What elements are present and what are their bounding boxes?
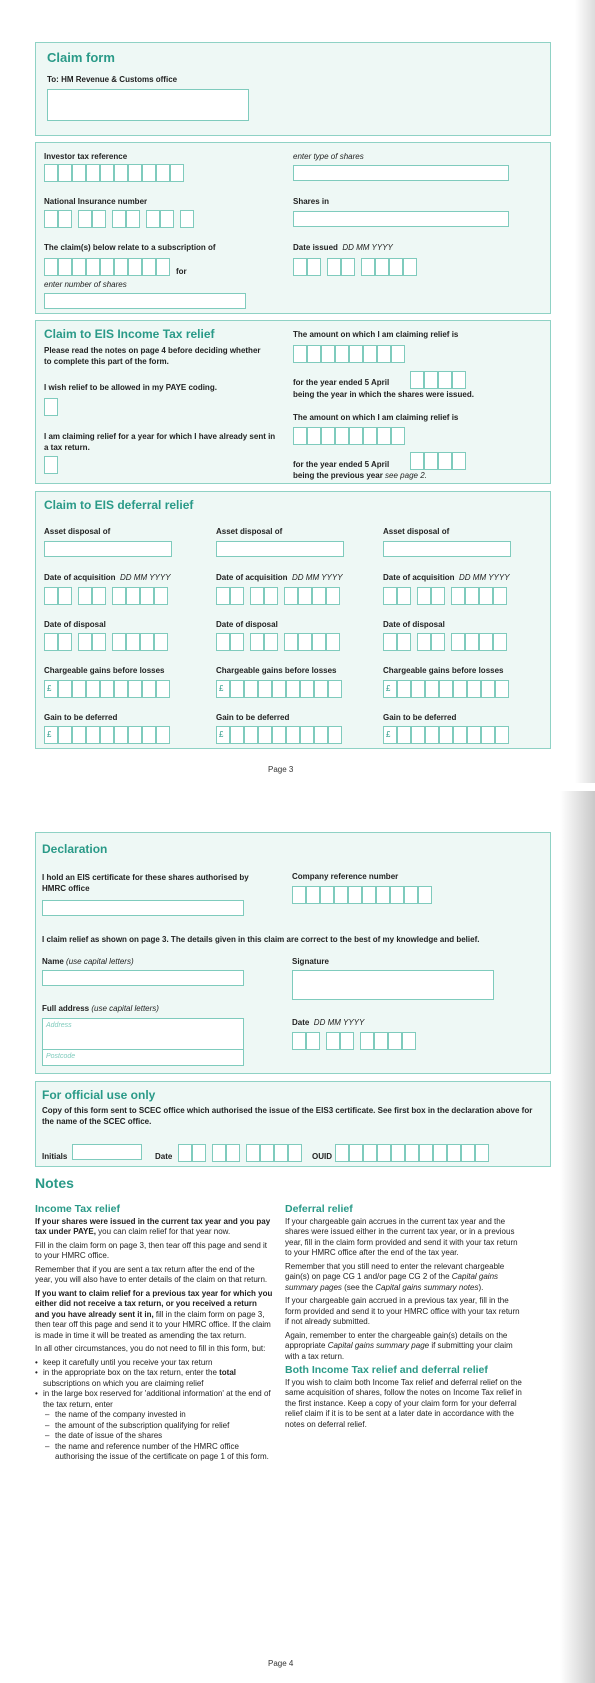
chargeable-gains-box[interactable] [244, 680, 258, 698]
chargeable-gains-box[interactable] [128, 680, 142, 698]
disposal-date-box[interactable] [126, 633, 140, 651]
amount-box-2[interactable] [363, 427, 377, 445]
year-box-2[interactable] [410, 452, 424, 470]
disposal-date-box[interactable] [479, 633, 493, 651]
official-date-box[interactable] [246, 1144, 260, 1162]
eis-deferral-title: Claim to EIS deferral relief [44, 498, 194, 512]
gain-deferred-box[interactable] [114, 726, 128, 744]
chargeable-gains-box[interactable] [100, 680, 114, 698]
asset-disposal-label: Asset disposal of [44, 527, 111, 536]
notes-r5: If you wish to claim both Income Tax relief and deferral relief on the same acquisition of shares, follow the notes on Income Tax relief in the first instance. Keep a copy of your claim form for your deferral relief claim if it is to be sent at a later date in accordance with the notes on deferral relief. [285, 1377, 522, 1429]
deferred-currency: £ [47, 730, 52, 739]
disposal-date-box[interactable] [312, 633, 326, 651]
date-issued-box[interactable] [293, 258, 307, 276]
chargeable-gains-box[interactable] [114, 680, 128, 698]
paye-label: I wish relief to be allowed in my PAYE coding. [44, 383, 217, 392]
investor-ref-box[interactable] [86, 164, 100, 182]
acquisition-date-box[interactable] [417, 587, 431, 605]
ouid-box[interactable] [433, 1144, 447, 1162]
chargeable-gains-box[interactable] [467, 680, 481, 698]
company-ref-label: Company reference number [292, 872, 399, 881]
chargeable-gains-box[interactable] [142, 680, 156, 698]
acquisition-date-box[interactable] [383, 587, 397, 605]
acquisition-date-box[interactable] [479, 587, 493, 605]
gain-deferred-box[interactable] [272, 726, 286, 744]
declaration-date-box[interactable] [402, 1032, 416, 1050]
chargeable-gains-box[interactable] [258, 680, 272, 698]
disposal-date-box[interactable] [451, 633, 465, 651]
ni-box[interactable] [58, 210, 72, 228]
eis-deferral-panel [35, 491, 551, 749]
deferred-currency: £ [219, 730, 224, 739]
company-ref-box[interactable] [418, 886, 432, 904]
enter-number-label: enter number of shares [44, 280, 127, 289]
gain-deferred-box[interactable] [467, 726, 481, 744]
disposal-date-box[interactable] [493, 633, 507, 651]
company-ref-box[interactable] [390, 886, 404, 904]
ouid-box[interactable] [405, 1144, 419, 1162]
year-ended-label-2: for the year ended 5 April [293, 460, 390, 469]
acquisition-date-box[interactable] [112, 587, 126, 605]
acquisition-date-box[interactable] [326, 587, 340, 605]
shares-in-field[interactable] [293, 211, 509, 227]
page-number-3: Page 3 [268, 765, 294, 774]
chargeable-gains-label: Chargeable gains before losses [216, 666, 337, 675]
ouid-box[interactable] [419, 1144, 433, 1162]
declaration-date-box[interactable] [360, 1032, 374, 1050]
notes-p1: If your shares were issued in the current tax year and you pay tax under PAYE, you can claim relief for that year now. [35, 1216, 271, 1236]
date-acquisition-label: Date of acquisition DD MM YYYY [383, 573, 510, 582]
investor-ref-box[interactable] [170, 164, 184, 182]
amount-box[interactable] [307, 345, 321, 363]
dash-4: – the name and reference number of the HMRC office authorising the issue of the certificate on page 1 of this form. [35, 1442, 273, 1463]
gain-deferred-box[interactable] [86, 726, 100, 744]
asset-disposal-field[interactable] [216, 541, 344, 557]
disposal-date-box[interactable] [140, 633, 154, 651]
signature-label: Signature [292, 957, 329, 966]
deferral-relief-title: Deferral relief [285, 1203, 353, 1215]
company-ref-box[interactable] [376, 886, 390, 904]
investor-ref-box[interactable] [44, 164, 58, 182]
gain-deferred-box[interactable] [156, 726, 170, 744]
gain-deferred-label: Gain to be deferred [383, 713, 457, 722]
amount-box[interactable] [391, 345, 405, 363]
decl-date-label: Date DD MM YYYY [292, 1018, 365, 1027]
gain-deferred-box[interactable] [411, 726, 425, 744]
subscription-box[interactable] [58, 258, 72, 276]
year-box[interactable] [438, 371, 452, 389]
bullet-1: • keep it carefully until you receive your tax return [35, 1358, 273, 1369]
gain-deferred-box[interactable] [425, 726, 439, 744]
acquisition-date-box[interactable] [250, 587, 264, 605]
eis-income-intro: Please read the notes on page 4 before deciding whether to complete this part of the form. [44, 346, 261, 366]
official-date-box[interactable] [192, 1144, 206, 1162]
investor-ref-box[interactable] [72, 164, 86, 182]
ouid-box[interactable] [335, 1144, 349, 1162]
chargeable-gains-box[interactable] [58, 680, 72, 698]
to-hmrc-label: To: HM Revenue & Customs office [47, 75, 178, 84]
hmrc-office-cert-field[interactable] [42, 900, 244, 916]
subscription-box[interactable] [100, 258, 114, 276]
company-ref-box[interactable] [348, 886, 362, 904]
acquisition-date-box[interactable] [92, 587, 106, 605]
gain-deferred-box[interactable] [100, 726, 114, 744]
chargeable-gains-label: Chargeable gains before losses [44, 666, 165, 675]
disposal-date-box[interactable] [58, 633, 72, 651]
type-of-shares-field[interactable] [293, 165, 509, 181]
number-of-shares-field[interactable] [44, 293, 246, 309]
acquisition-date-box[interactable] [216, 587, 230, 605]
official-date-box[interactable] [212, 1144, 226, 1162]
official-title: For official use only [42, 1088, 156, 1102]
ni-box[interactable] [146, 210, 160, 228]
subscription-box[interactable] [128, 258, 142, 276]
gain-deferred-box[interactable] [244, 726, 258, 744]
dash-1: – the name of the company invested in [35, 1410, 273, 1421]
gain-deferred-box[interactable] [328, 726, 342, 744]
date-disposal-label: Date of disposal [383, 620, 445, 629]
name-label: Name (use capital letters) [42, 957, 134, 966]
date-issued-box[interactable] [389, 258, 403, 276]
asset-disposal-label: Asset disposal of [383, 527, 450, 536]
ni-box[interactable] [112, 210, 126, 228]
date-disposal-label: Date of disposal [216, 620, 278, 629]
disposal-date-box[interactable] [417, 633, 431, 651]
company-ref-box[interactable] [362, 886, 376, 904]
subscription-box[interactable] [156, 258, 170, 276]
amount-box[interactable] [377, 345, 391, 363]
company-ref-box[interactable] [334, 886, 348, 904]
chargeable-gains-box[interactable] [86, 680, 100, 698]
gain-deferred-label: Gain to be deferred [216, 713, 290, 722]
gain-deferred-box[interactable] [128, 726, 142, 744]
acquisition-date-box[interactable] [126, 587, 140, 605]
ouid-box[interactable] [447, 1144, 461, 1162]
disposal-date-box[interactable] [230, 633, 244, 651]
ni-box[interactable] [44, 210, 58, 228]
chargeable-gains-box[interactable] [453, 680, 467, 698]
disposal-date-box[interactable] [397, 633, 411, 651]
previous-year-note: being the previous year see page 2. [293, 471, 427, 480]
chargeable-gains-box[interactable] [411, 680, 425, 698]
notes-r2: Remember that you still need to enter the relevant chargeable gain(s) on page CG 1 and/or page CG 2 of the Capital gains summary pages (see the Capital gains summary notes). [285, 1261, 505, 1292]
gains-currency: £ [47, 684, 52, 693]
asset-disposal-field[interactable] [44, 541, 172, 557]
investor-ref-box[interactable] [156, 164, 170, 182]
gain-deferred-box[interactable] [58, 726, 72, 744]
notes-bullets [35, 1358, 273, 1463]
disposal-date-box[interactable] [326, 633, 340, 651]
declaration-date-box[interactable] [326, 1032, 340, 1050]
gain-deferred-box[interactable] [230, 726, 244, 744]
acquisition-date-box[interactable] [44, 587, 58, 605]
official-date-box[interactable] [226, 1144, 240, 1162]
enter-type-label: enter type of shares [293, 152, 364, 161]
official-text: Copy of this form sent to SCEC office which authorised the issue of the EIS3 certificate. See first box in the declaration above for the name of the SCEC office. [42, 1106, 533, 1126]
claim-form-title: Claim form [47, 50, 115, 65]
acquisition-date-box[interactable] [78, 587, 92, 605]
amount-box-2[interactable] [321, 427, 335, 445]
disposal-date-box[interactable] [465, 633, 479, 651]
amount-box-2[interactable] [335, 427, 349, 445]
dash-3: – the date of issue of the shares [35, 1431, 273, 1442]
investor-ref-box[interactable] [100, 164, 114, 182]
bullet-3: • in the large box reserved for 'additional information' at the end of the tax return, enter [35, 1389, 273, 1410]
hmrc-office-field[interactable] [47, 89, 249, 121]
subscription-box[interactable] [72, 258, 86, 276]
disposal-date-box[interactable] [112, 633, 126, 651]
signature-field[interactable] [292, 970, 494, 1000]
gain-deferred-box[interactable] [300, 726, 314, 744]
notes-p5: In all other circumstances, you do not need to fill in this form, but: [35, 1344, 266, 1353]
deferred-currency: £ [386, 730, 391, 739]
acquisition-date-box[interactable] [465, 587, 479, 605]
official-date-box[interactable] [178, 1144, 192, 1162]
ouid-box[interactable] [349, 1144, 363, 1162]
ouid-box[interactable] [377, 1144, 391, 1162]
ni-box[interactable] [92, 210, 106, 228]
gain-deferred-box[interactable] [397, 726, 411, 744]
ouid-box[interactable] [475, 1144, 489, 1162]
acquisition-date-box[interactable] [140, 587, 154, 605]
ouid-box[interactable] [363, 1144, 377, 1162]
previous-year-checkbox[interactable] [44, 456, 58, 474]
acquisition-date-box[interactable] [58, 587, 72, 605]
chargeable-gains-box[interactable] [328, 680, 342, 698]
notes-title: Notes [35, 1175, 74, 1191]
previous-year-label: I am claiming relief for a year for which I have already sent in a tax return. [44, 432, 276, 452]
bullet-2: • in the appropriate box on the tax return, enter the total subscriptions on which you are claiming relief [35, 1368, 273, 1389]
paye-checkbox[interactable] [44, 398, 58, 416]
date-issued-box[interactable] [375, 258, 389, 276]
disposal-date-box[interactable] [216, 633, 230, 651]
declaration-date-box[interactable] [340, 1032, 354, 1050]
company-ref-box[interactable] [292, 886, 306, 904]
acquisition-date-box[interactable] [298, 587, 312, 605]
notes-r4: Again, remember to enter the chargeable gain(s) details on the appropriate Capital gains summary page if submitting your claim with a tax return. [285, 1330, 513, 1361]
date-issued-label: Date issued DD MM YYYY [293, 243, 393, 252]
chargeable-gains-box[interactable] [439, 680, 453, 698]
amount-box-2[interactable] [391, 427, 405, 445]
date-acquisition-label: Date of acquisition DD MM YYYY [216, 573, 343, 582]
address-divider [42, 1049, 244, 1050]
cert-label: I hold an EIS certificate for these shares authorised by HMRC office [42, 873, 249, 893]
date-issued-box[interactable] [327, 258, 341, 276]
gain-deferred-box[interactable] [72, 726, 86, 744]
disposal-date-box[interactable] [78, 633, 92, 651]
subscription-box[interactable] [44, 258, 58, 276]
address-placeholder: Address [46, 1022, 72, 1029]
chargeable-gains-box[interactable] [495, 680, 509, 698]
gain-deferred-box[interactable] [286, 726, 300, 744]
declaration-date-box[interactable] [374, 1032, 388, 1050]
notes-r3: If your chargeable gain accrued in a previous tax year, fill in the form provided and send it to your HMRC office with your tax return if not already submitted. [285, 1296, 520, 1326]
acquisition-date-box[interactable] [397, 587, 411, 605]
ni-box[interactable] [126, 210, 140, 228]
official-date-label: Date [155, 1152, 173, 1161]
gain-deferred-box[interactable] [314, 726, 328, 744]
year-box[interactable] [424, 371, 438, 389]
year-box-2[interactable] [438, 452, 452, 470]
gain-deferred-box[interactable] [258, 726, 272, 744]
date-issued-box[interactable] [307, 258, 321, 276]
declaration-title: Declaration [42, 842, 108, 856]
chargeable-gains-box[interactable] [425, 680, 439, 698]
page-edge-shadow-2 [560, 791, 595, 1683]
disposal-date-box[interactable] [92, 633, 106, 651]
ni-label: National Insurance number [44, 197, 148, 206]
year-box[interactable] [410, 371, 424, 389]
gain-deferred-box[interactable] [439, 726, 453, 744]
chargeable-gains-box[interactable] [72, 680, 86, 698]
gain-deferred-box[interactable] [481, 726, 495, 744]
amount-box-2[interactable] [377, 427, 391, 445]
both-relief-title: Both Income Tax relief and deferral relief [285, 1364, 488, 1376]
gain-deferred-box[interactable] [142, 726, 156, 744]
acquisition-date-box[interactable] [230, 587, 244, 605]
acquisition-date-box[interactable] [312, 587, 326, 605]
date-disposal-label: Date of disposal [44, 620, 106, 629]
chargeable-gains-box[interactable] [156, 680, 170, 698]
ouid-box[interactable] [461, 1144, 475, 1162]
investor-ref-box[interactable] [114, 164, 128, 182]
gains-currency: £ [386, 684, 391, 693]
amount-box[interactable] [321, 345, 335, 363]
subscription-box[interactable] [86, 258, 100, 276]
chargeable-gains-box[interactable] [286, 680, 300, 698]
name-field[interactable] [42, 970, 244, 986]
for-label: for [176, 267, 187, 276]
chargeable-gains-box[interactable] [397, 680, 411, 698]
declaration-date-box[interactable] [292, 1032, 306, 1050]
amount-box[interactable] [363, 345, 377, 363]
postcode-placeholder: Postcode [46, 1053, 76, 1060]
investor-ref-box[interactable] [58, 164, 72, 182]
chargeable-gains-box[interactable] [230, 680, 244, 698]
year-issued-label: being the year in which the shares were issued. [293, 390, 474, 399]
chargeable-gains-box[interactable] [314, 680, 328, 698]
address-label: Full address (use capital letters) [42, 1004, 159, 1013]
subscription-box[interactable] [114, 258, 128, 276]
disposal-date-box[interactable] [431, 633, 445, 651]
asset-disposal-field[interactable] [383, 541, 511, 557]
amount-box-2[interactable] [349, 427, 363, 445]
date-issued-box[interactable] [403, 258, 417, 276]
page-edge-shadow [575, 0, 595, 820]
chargeable-gains-box[interactable] [272, 680, 286, 698]
claim-statement: I claim relief as shown on page 3. The details given in this claim are correct to the best of my knowledge and belief. [42, 935, 480, 944]
investor-ref-box[interactable] [142, 164, 156, 182]
chargeable-gains-box[interactable] [300, 680, 314, 698]
notes-p2: Fill in the claim form on page 3, then tear off this page and send it to your HMRC office. [35, 1240, 267, 1260]
disposal-date-box[interactable] [250, 633, 264, 651]
ouid-label: OUID [312, 1152, 332, 1161]
notes-p3: Remember that if you are sent a tax return after the end of the year, you will also have to enter details of the claim on that return. [35, 1264, 268, 1284]
acquisition-date-box[interactable] [493, 587, 507, 605]
notes-right-column [285, 1201, 523, 1433]
disposal-date-box[interactable] [284, 633, 298, 651]
subscription-box[interactable] [142, 258, 156, 276]
eis-income-title: Claim to EIS Income Tax relief [44, 327, 215, 341]
year-box-2[interactable] [424, 452, 438, 470]
company-ref-box[interactable] [306, 886, 320, 904]
ni-box[interactable] [78, 210, 92, 228]
income-tax-title: Income Tax relief [35, 1203, 121, 1215]
disposal-date-box[interactable] [298, 633, 312, 651]
ni-box[interactable] [180, 210, 194, 228]
notes-r1: If your chargeable gain accrues in the current tax year and the shares were issued either in the current tax year, or in a previous year, fill in the claim form provided and send it with your tax return to your HMRC office after the end of the tax year. [285, 1216, 518, 1257]
investor-ref-label: Investor tax reference [44, 152, 128, 161]
official-date-box[interactable] [288, 1144, 302, 1162]
gain-deferred-label: Gain to be deferred [44, 713, 118, 722]
company-ref-box[interactable] [320, 886, 334, 904]
investor-ref-box[interactable] [128, 164, 142, 182]
date-issued-box[interactable] [341, 258, 355, 276]
ni-box[interactable] [160, 210, 174, 228]
notes-left-column [35, 1201, 273, 1463]
official-date-box[interactable] [260, 1144, 274, 1162]
amount-box-2[interactable] [307, 427, 321, 445]
amount-box[interactable] [335, 345, 349, 363]
disposal-date-box[interactable] [383, 633, 397, 651]
acquisition-date-box[interactable] [284, 587, 298, 605]
declaration-date-box[interactable] [388, 1032, 402, 1050]
disposal-date-box[interactable] [264, 633, 278, 651]
amount-box-2[interactable] [293, 427, 307, 445]
acquisition-date-box[interactable] [154, 587, 168, 605]
gains-currency: £ [219, 684, 224, 693]
notes-p4: If you want to claim relief for a previous tax year for which you either did not receive a tax return, or you received a return and you have already sent it in, fill in the claim form on page 3, then tear off this page and send it to your HMRC office. If the claim is made in time it will be treated as amending the tax return. [35, 1288, 273, 1340]
disposal-date-box[interactable] [44, 633, 58, 651]
disposal-date-box[interactable] [154, 633, 168, 651]
amount-box[interactable] [293, 345, 307, 363]
shares-in-label: Shares in [293, 197, 330, 206]
date-acquisition-label: Date of acquisition DD MM YYYY [44, 573, 171, 582]
amount-box[interactable] [349, 345, 363, 363]
amount-label-2: The amount on which I am claiming relief is [293, 413, 459, 422]
year-box[interactable] [452, 371, 466, 389]
claims-relate-label: The claim(s) below relate to a subscription of [44, 243, 216, 252]
date-issued-box[interactable] [361, 258, 375, 276]
official-date-box[interactable] [274, 1144, 288, 1162]
chargeable-gains-label: Chargeable gains before losses [383, 666, 504, 675]
dash-2: – the amount of the subscription qualifying for relief [35, 1421, 273, 1432]
page-number-4: Page 4 [268, 1659, 294, 1668]
company-ref-box[interactable] [404, 886, 418, 904]
amount-label: The amount on which I am claiming relief is [293, 330, 459, 339]
acquisition-date-box[interactable] [264, 587, 278, 605]
gain-deferred-box[interactable] [495, 726, 509, 744]
acquisition-date-box[interactable] [451, 587, 465, 605]
chargeable-gains-box[interactable] [481, 680, 495, 698]
year-ended-label: for the year ended 5 April [293, 378, 390, 387]
gain-deferred-box[interactable] [453, 726, 467, 744]
ouid-box[interactable] [391, 1144, 405, 1162]
initials-field[interactable] [72, 1144, 142, 1160]
page-separator [0, 783, 595, 791]
year-box-2[interactable] [452, 452, 466, 470]
asset-disposal-label: Asset disposal of [216, 527, 283, 536]
acquisition-date-box[interactable] [431, 587, 445, 605]
initials-label: Initials [42, 1152, 68, 1161]
declaration-date-box[interactable] [306, 1032, 320, 1050]
